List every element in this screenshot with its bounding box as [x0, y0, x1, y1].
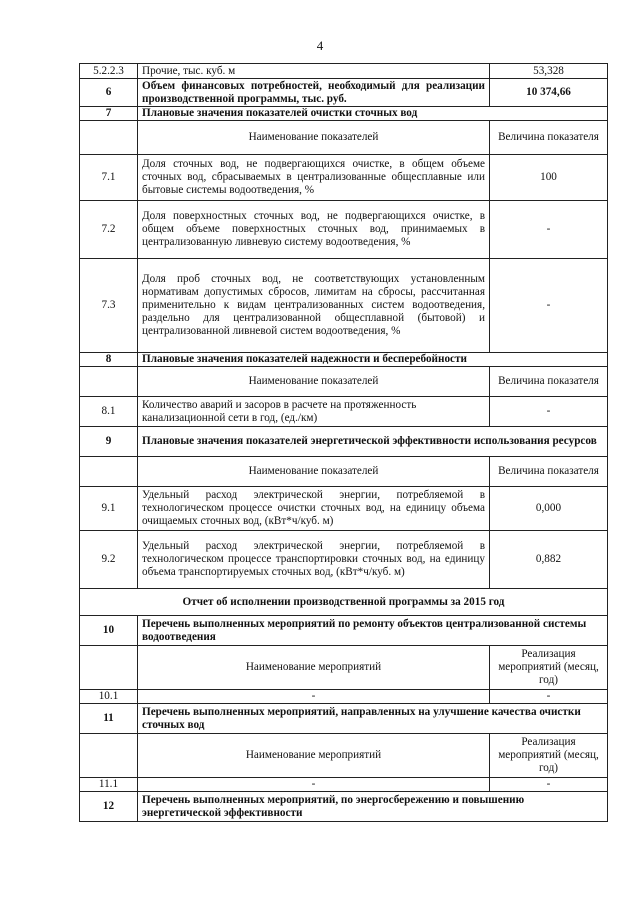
table-row — [80, 531, 608, 589]
column-header-row — [80, 646, 608, 690]
row-number: 9.2 — [80, 531, 138, 589]
row-value: 100 — [490, 155, 608, 201]
row-number: 8.1 — [80, 397, 138, 427]
section-number: 12 — [80, 792, 138, 822]
table-row — [80, 778, 608, 792]
column-header-name: Наименование мероприятий — [138, 646, 490, 690]
column-header-value: Величина показателя — [490, 367, 608, 397]
section-number: 8 — [80, 353, 138, 367]
table-row — [80, 259, 608, 353]
section-title: Перечень выполненных мероприятий по ремонту объектов централизованной системы водоотведения — [138, 616, 608, 646]
row-text: Объем финансовых потребностей, необходимый для реализации производственной программы, тыс. руб. — [138, 79, 490, 107]
row-value: - — [490, 201, 608, 259]
row-number: 5.2.2.3 — [80, 64, 138, 79]
section-title: Плановые значения показателей энергетической эффективности использования ресурсов — [138, 427, 608, 457]
row-value: - — [490, 690, 608, 704]
row-number: 11.1 — [80, 778, 138, 792]
section-title: Перечень выполненных мероприятий, направленных на улучшение качества очистки сточных вод — [138, 704, 608, 734]
row-number: 7.1 — [80, 155, 138, 201]
section-row — [80, 704, 608, 734]
section-title: Плановые значения показателей надежности и бесперебойности — [138, 353, 608, 367]
row-number: 9.1 — [80, 487, 138, 531]
column-header-value: Реализация мероприятий (месяц, год) — [490, 734, 608, 778]
column-header-name: Наименование мероприятий — [138, 734, 490, 778]
table-row — [80, 487, 608, 531]
section-row — [80, 616, 608, 646]
section-number: 11 — [80, 704, 138, 734]
row-number: 10.1 — [80, 690, 138, 704]
section-row — [80, 427, 608, 457]
column-header-value: Реализация мероприятий (месяц, год) — [490, 646, 608, 690]
column-header-name: Наименование показателей — [138, 367, 490, 397]
column-header-row — [80, 367, 608, 397]
row-text: Удельный расход электрической энергии, потребляемой в технологическом процессе очистки сточных вод, на единицу объема очищаемых сточных вод, (кВт*ч/куб. м) — [138, 487, 490, 531]
section-title: Плановые значения показателей очистки сточных вод — [138, 107, 608, 121]
row-text: Доля сточных вод, не подвергающихся очистке, в общем объеме сточных вод, сбрасываемых в централизованные общесплавные или бытовые системы водоотведения, % — [138, 155, 490, 201]
row-value: 0,000 — [490, 487, 608, 531]
row-text: - — [138, 778, 490, 792]
section-number: 9 — [80, 427, 138, 457]
row-value: - — [490, 778, 608, 792]
row-text: Удельный расход электрической энергии, потребляемой в технологическом процессе транспортировки сточных вод, на единицу объема транспортируемых сточных вод, (кВт*ч/куб. м) — [138, 531, 490, 589]
report-heading-row — [80, 589, 608, 616]
column-header-row — [80, 734, 608, 778]
section-number: 7 — [80, 107, 138, 121]
table-row — [80, 690, 608, 704]
production-program-table — [79, 63, 608, 822]
row-value: 10 374,66 — [490, 79, 608, 107]
section-row — [80, 107, 608, 121]
table-row — [80, 155, 608, 201]
section-number: 10 — [80, 616, 138, 646]
column-header-row — [80, 457, 608, 487]
row-text: Доля поверхностных сточных вод, не подвергающихся очистке, в общем объеме поверхностных сточных вод, принимаемых в централизованную ливневую систему водоотведения, % — [138, 201, 490, 259]
row-value: - — [490, 259, 608, 353]
column-header-value: Величина показателя — [490, 121, 608, 155]
row-number: 6 — [80, 79, 138, 107]
table-row — [80, 79, 608, 107]
row-number: 7.3 — [80, 259, 138, 353]
row-number: 7.2 — [80, 201, 138, 259]
row-value: 53,328 — [490, 64, 608, 79]
column-header-name: Наименование показателей — [138, 457, 490, 487]
column-header-value: Величина показателя — [490, 457, 608, 487]
report-heading: Отчет об исполнении производственной программы за 2015 год — [80, 589, 608, 616]
table-row — [80, 201, 608, 259]
row-text: Количество аварий и засоров в расчете на протяженность канализационной сети в год, (ед./км) — [138, 397, 490, 427]
column-header-name: Наименование показателей — [138, 121, 490, 155]
column-header-row — [80, 121, 608, 155]
row-text: Доля проб сточных вод, не соответствующих установленным нормативам допустимых сбросов, лимитам на сбросы, рассчитанная применительно к видам централизованных систем водоотведения, раздельно для централизованной общесплавной (бытовой) и централизованной ливневой систем водоотведения, % — [138, 259, 490, 353]
row-value: - — [490, 397, 608, 427]
section-title: Перечень выполненных мероприятий, по энергосбережению и повышению энергетической эффективности — [138, 792, 608, 822]
row-text: - — [138, 690, 490, 704]
row-value: 0,882 — [490, 531, 608, 589]
table-row — [80, 397, 608, 427]
row-text: Прочие, тыс. куб. м — [138, 64, 490, 79]
table-row — [80, 64, 608, 79]
section-row — [80, 792, 608, 822]
page-number: 4 — [316, 38, 324, 53]
section-row — [80, 353, 608, 367]
